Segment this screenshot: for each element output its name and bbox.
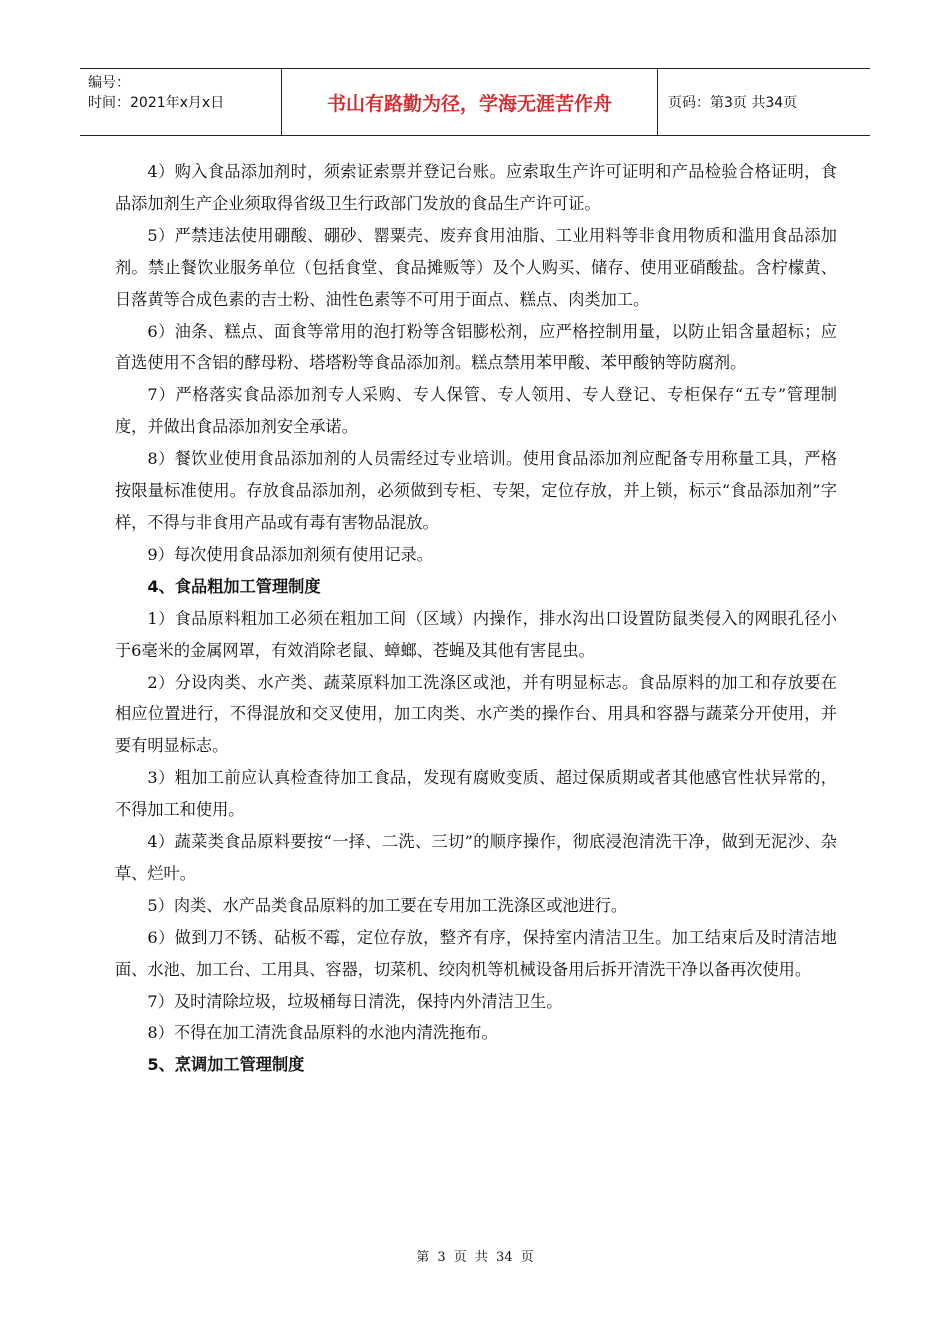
doc-number-label: 编号： <box>88 75 130 91</box>
paragraph: 7）严格落实食品添加剂专人采购、专人保管、专人领用、专人登记、专柜保存“五专”管理制度，并做出食品添加剂安全承诺。 <box>115 385 837 437</box>
header-page-code: 页码：第3页 共34页 <box>668 95 798 111</box>
paragraph: 3）粗加工前应认真检查待加工食品，发现有腐败变质、超过保质期或者其他感官性状异常的，不得加工和使用。 <box>115 768 837 820</box>
document-body <box>115 156 837 1081</box>
section-heading: 4、食品粗加工管理制度 <box>147 576 321 596</box>
paragraph: 9）每次使用食品添加剂须有使用记录。 <box>147 544 433 564</box>
header-meta <box>80 69 282 135</box>
page-footer: 第 3 页 共 34 页 <box>416 1250 534 1265</box>
paragraph: 5）严禁违法使用硼酸、硼砂、罂粟壳、废弃食用油脂、工业用料等非食用物质和滥用食品添加剂。禁止餐饮业服务单位（包括食堂、食品摊贩等）及个人购买、储存、使用亚硝酸盐。含柠檬黄、日落黄等合成色素的吉士粉、油性色素等不可用于面点、糕点、肉类加工。 <box>115 225 837 309</box>
paragraph: 5）肉类、水产品类食品原料的加工要在专用加工洗涤区或池进行。 <box>147 895 628 915</box>
paragraph: 1）食品原料粗加工必须在粗加工间（区域）内操作，排水沟出口设置防鼠类侵入的网眼孔径小于6毫米的金属网罩，有效消除老鼠、蟑螂、苍蝇及其他有害昆虫。 <box>115 608 837 660</box>
header-motto: 书山有路勤为径，学海无涯苦作舟 <box>282 69 658 135</box>
date-label: 时间：2021年x月x日 <box>88 95 225 111</box>
paragraph: 4）购入食品添加剂时，须索证索票并登记台账。应索取生产许可证明和产品检验合格证明，食品添加剂生产企业须取得省级卫生行政部门发放的食品生产许可证。 <box>115 162 837 213</box>
paragraph: 8）餐饮业使用食品添加剂的人员需经过专业培训。使用食品添加剂应配备专用称量工具，严格按限量标准使用。存放食品添加剂，必须做到专柜、专架，定位存放，并上锁，标示“食品添加剂”字样，不得与非食用产品或有毒有害物品混放。 <box>115 449 837 532</box>
paragraph: 7）及时清除垃圾，垃圾桶每日清洗，保持内外清洁卫生。 <box>147 991 563 1011</box>
paragraph: 8）不得在加工清洗食品原料的水池内清洗拖布。 <box>147 1023 498 1043</box>
paragraph: 6）油条、糕点、面食等常用的泡打粉等含铝膨松剂，应严格控制用量，以防止铝含量超标；应首选使用不含铝的酵母粉、塔塔粉等食品添加剂。糕点禁用苯甲酸、苯甲酸钠等防腐剂。 <box>115 321 837 373</box>
paragraph: 4）蔬菜类食品原料要按“一择、二洗、三切”的顺序操作，彻底浸泡清洗干净，做到无泥沙、杂草、烂叶。 <box>115 832 837 883</box>
section-heading: 5、烹调加工管理制度 <box>147 1055 305 1075</box>
paragraph: 2）分设肉类、水产类、蔬菜原料加工洗涤区或池，并有明显标志。食品原料的加工和存放要在相应位置进行，不得混放和交叉使用，加工肉类、水产类的操作台、用具和容器与蔬菜分开使用，并要有明显标志。 <box>115 672 837 756</box>
page-header <box>80 68 870 136</box>
paragraph: 6）做到刀不锈、砧板不霉，定位存放，整齐有序，保持室内清洁卫生。加工结束后及时清洁地面、水池、加工台、工用具、容器，切菜机、绞肉机等机械设备用后拆开清洗干净以备再次使用。 <box>115 927 837 979</box>
